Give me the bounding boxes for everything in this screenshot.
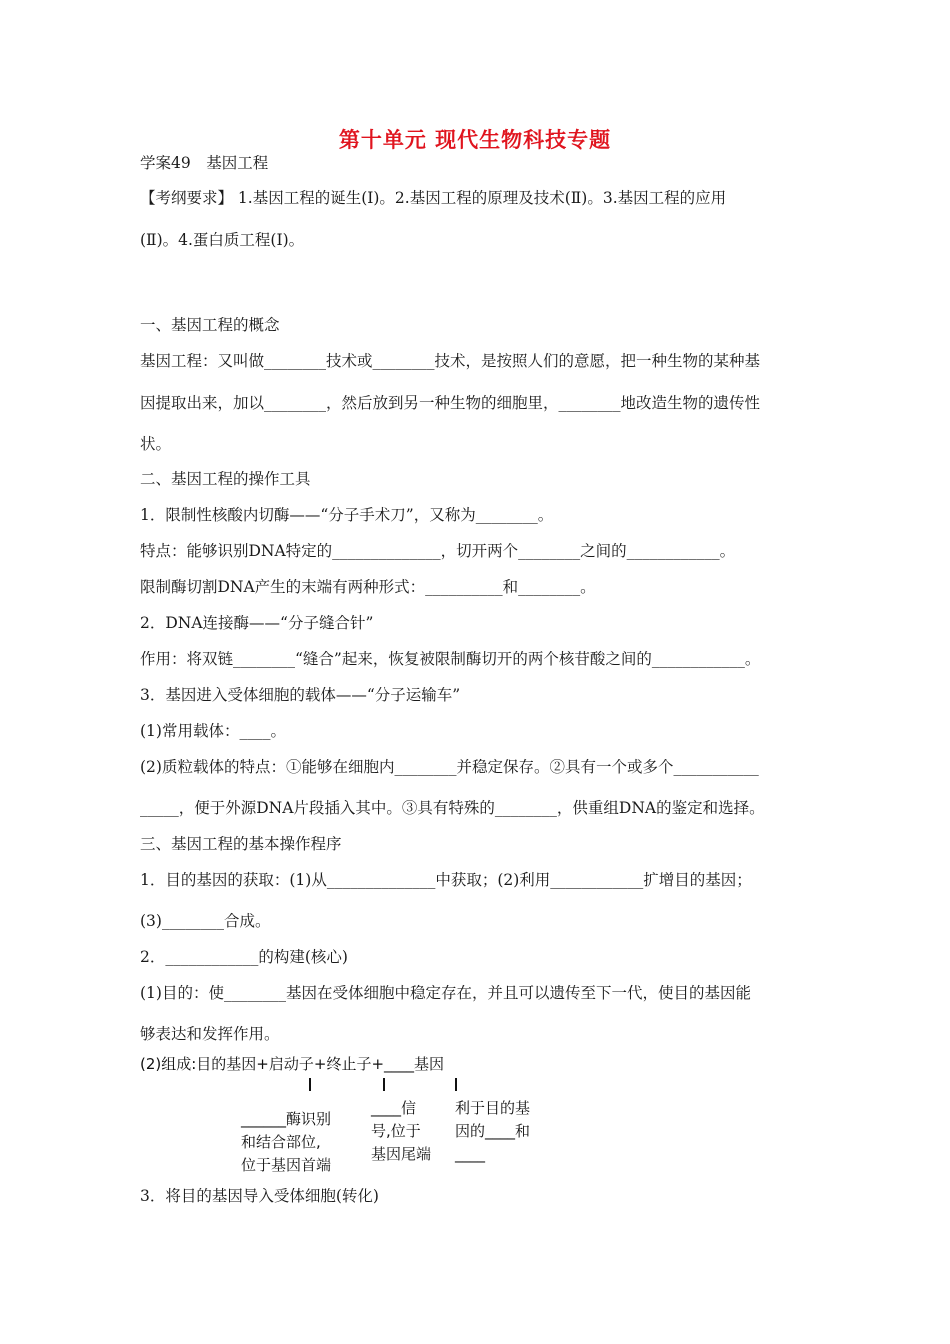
step-2-purpose-2: 够表达和发挥作用。 <box>140 1025 280 1043</box>
step-3-heading: 3．将目的基因导入受体细胞(转化) <box>140 1187 379 1205</box>
tool-3-line: 3．基因进入受体细胞的载体——“分子运输车” <box>140 686 461 704</box>
marker-tick <box>455 1078 457 1091</box>
composition-line: (2)组成:目的基因+启动子+终止子+____基因 <box>140 1055 445 1073</box>
marker-note-1: 利于目的基 <box>455 1099 531 1117</box>
syllabus-line-1: 【考纲要求】 1.基因工程的诞生(Ⅰ)。2.基因工程的原理及技术(Ⅱ)。3.基因工程的应用 <box>140 189 727 207</box>
lesson-heading: 学案49 基因工程 <box>140 154 269 172</box>
promoter-note-3: 位于基因首端 <box>241 1156 332 1174</box>
unit-title: 第十单元 现代生物科技专题 <box>338 128 612 152</box>
tool-1-ends: 限制酶切割DNA产生的末端有两种形式：__________和________。 <box>140 578 596 596</box>
promoter-note-2: 和结合部位, <box>241 1133 321 1151</box>
terminator-note-1: ____信 <box>371 1099 417 1117</box>
section-3-heading: 三、基因工程的基本操作程序 <box>140 835 342 853</box>
marker-note-3: ____ <box>455 1145 485 1163</box>
terminator-note-3: 基因尾端 <box>371 1145 432 1163</box>
plasmid-features-2: _____，便于外源DNA片段插入其中。③具有特殊的________，供重组DNA的鉴定和选择。 <box>140 799 765 817</box>
definition-line-3: 状。 <box>140 435 172 453</box>
definition-line-1: 基因工程：又叫做________技术或________技术，是按照人们的意愿，把一种生物的某种基 <box>140 352 761 370</box>
terminator-tick <box>383 1078 385 1091</box>
step-2-purpose-1: (1)目的：使________基因在受体细胞中稳定存在，并且可以遗传至下一代，使目的基因能 <box>140 984 751 1002</box>
step-2-heading: 2．____________的构建(核心) <box>140 948 348 966</box>
step-1-line-2: (3)________合成。 <box>140 912 271 930</box>
tool-1-feature: 特点：能够识别DNA特定的______________，切开两个________之间的____________。 <box>140 542 736 560</box>
promoter-tick <box>309 1078 311 1091</box>
promoter-note-1: ______酶识别 <box>241 1110 332 1128</box>
tool-2-function: 作用：将双链________“缝合”起来，恢复被限制酶切开的两个核苷酸之间的____________。 <box>140 650 761 668</box>
tool-1-line: 1．限制性核酸内切酶——“分子手术刀”，又称为________。 <box>140 506 554 524</box>
section-2-heading: 二、基因工程的操作工具 <box>140 470 311 488</box>
terminator-note-2: 号,位于 <box>371 1122 421 1140</box>
plasmid-features-1: (2)质粒载体的特点：①能够在细胞内________并稳定保存。②具有一个或多个___________ <box>140 758 759 776</box>
step-1-line-1: 1．目的基因的获取：(1)从______________中获取；(2)利用____________扩增目的基因； <box>140 871 752 889</box>
section-1-heading: 一、基因工程的概念 <box>140 316 280 334</box>
definition-line-2: 因提取出来，加以________，然后放到另一种生物的细胞里，________地改造生物的遗传性 <box>140 394 761 412</box>
marker-note-2: 因的____和 <box>455 1122 531 1140</box>
tool-2-line: 2．DNA连接酶——“分子缝合针” <box>140 614 374 632</box>
syllabus-line-2: (Ⅱ)。4.蛋白质工程(Ⅰ)。 <box>140 231 305 249</box>
vector-common: (1)常用载体：____。 <box>140 722 286 740</box>
